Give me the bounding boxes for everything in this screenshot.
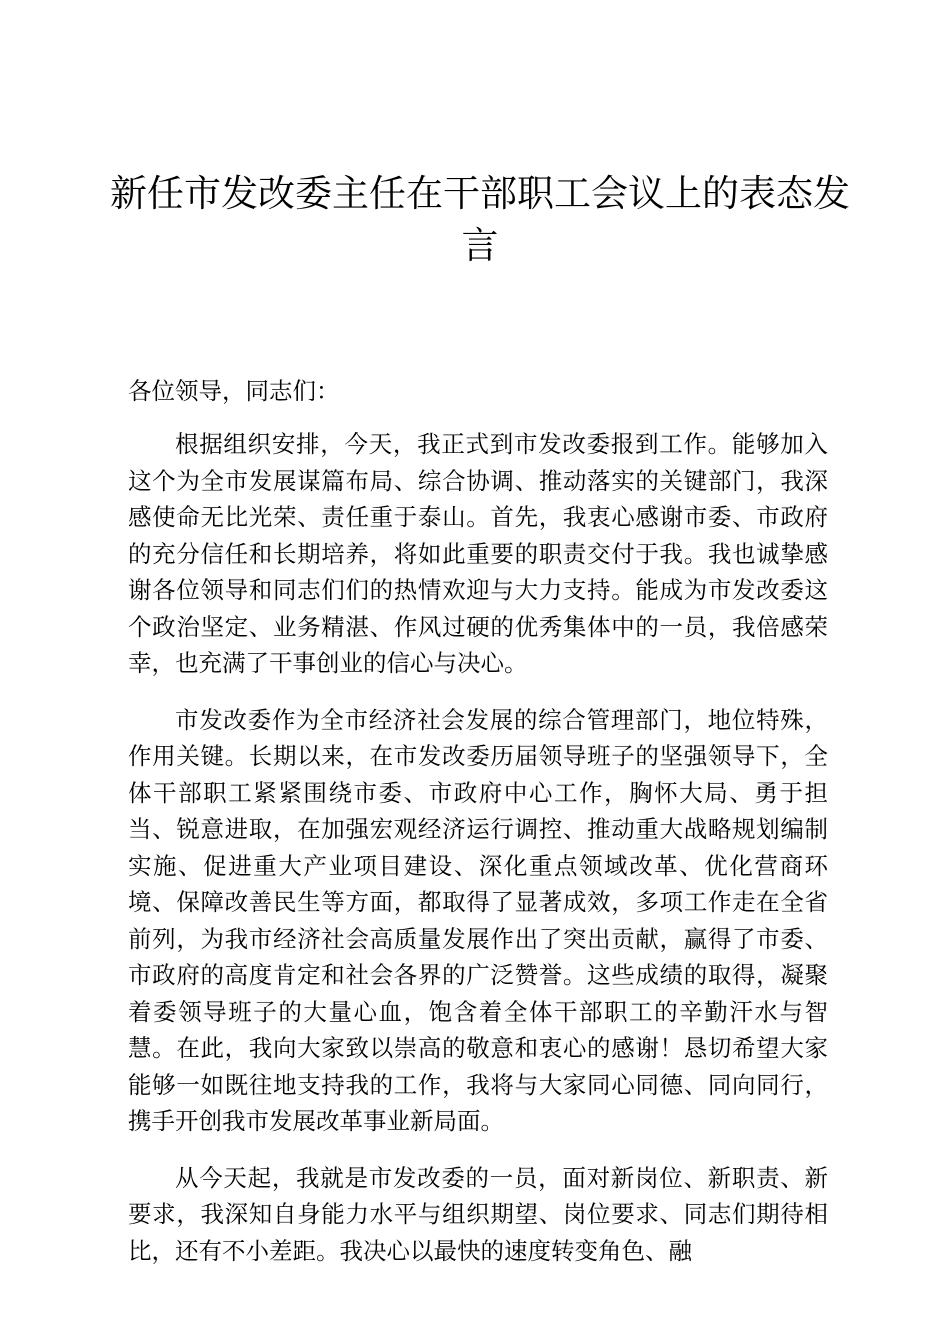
document-title: 新任市发改委主任在干部职工会议上的表态发言 [110,172,850,267]
salutation: 各位领导，同志们： [128,377,340,405]
paragraph-2: 市发改委作为全市经济社会发展的综合管理部门，地位特殊，作用关键。长期以来，在市发改委历届领导班子的坚强领导下，全体干部职工紧紧围绕市委、市政府中心工作，胸怀大局、勇于担当、锐意进取，在加强宏观经济运行调控、推动重大战略规划编制实施、促进重大产业项目建设、深化重点领域改革、优化营商环境、保障改善民生等方面，都取得了显著成效，多项工作走在全省前列，为我市经济社会高质量发展作出了突出贡献，赢得了市委、市政府的高度肯定和社会各界的广泛赞誉。这些成绩的取得，凝聚着委领导班子的大量心血，饱含着全体干部职工的辛勤汗水与智慧。在此，我向大家致以崇高的敬意和衷心的感谢！恳切希望大家能够一如既往地支持我的工作，我将与大家同心同德、同向同行，携手开创我市发展改革事业新局面。 [128,705,828,1135]
paragraph-1: 根据组织安排，今天，我正式到市发改委报到工作。能够加入这个为全市发展谋篇布局、综合协调、推动落实的关键部门，我深感使命无比光荣、责任重于泰山。首先，我衷心感谢市委、市政府的充分信任和长期培养，将如此重要的职责交付于我。我也诚挚感谢各位领导和同志们们的热情欢迎与大力支持。能成为市发改委这个政治坚定、业务精湛、作风过硬的优秀集体中的一员，我倍感荣幸，也充满了干事创业的信心与决心。 [128,430,828,677]
document-body [128,372,828,1289]
paragraph-3: 从今天起，我就是市发改委的一员，面对新岗位、新职责、新要求，我深知自身能力水平与组织期望、岗位要求、同志们期待相比，还有不小差距。我决心以最快的速度转变角色、融 [128,1163,828,1265]
